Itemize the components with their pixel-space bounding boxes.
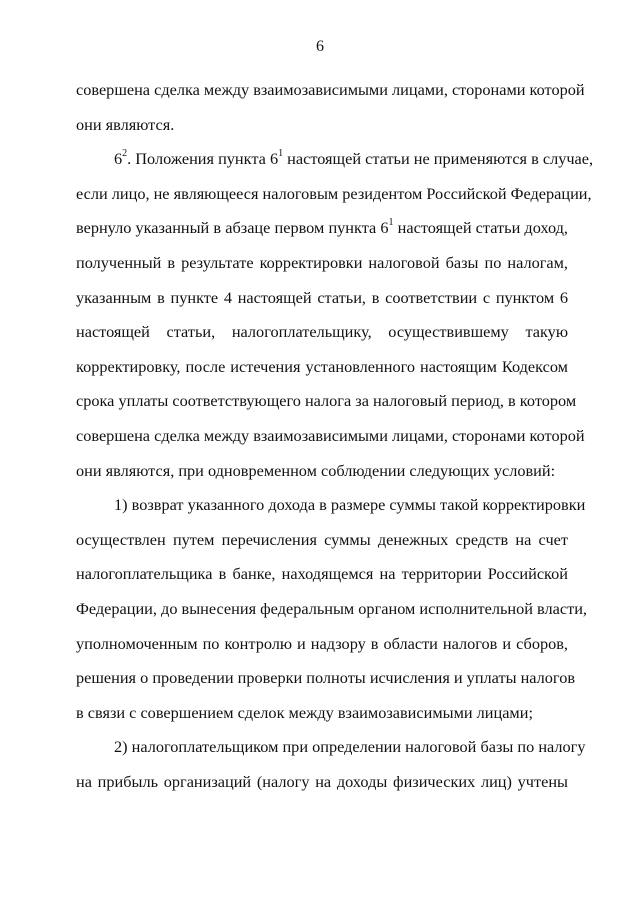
text-fragment: вернуло указанный в абзаце первом пункта 6 xyxy=(76,218,389,238)
paragraph-6-2 xyxy=(76,142,594,488)
list-item-2 xyxy=(76,730,586,799)
text-line: осуществлен путем перечисления суммы денежных средств на счет xyxy=(76,529,568,549)
document-body xyxy=(76,73,594,799)
superscript: 2 xyxy=(122,147,128,159)
text-line: полученный в результате корректировки налоговой базы по налогам, xyxy=(76,252,568,272)
text-line: они являются. xyxy=(76,114,175,134)
list-item-1 xyxy=(76,488,587,730)
text-line xyxy=(76,211,568,246)
text-line: если лицо, не являющееся налоговым резидентом Российской Федерации, xyxy=(76,183,592,203)
text-line: срока уплаты соответствующего налога за налоговый период, в котором xyxy=(76,391,577,411)
paragraph-continuation xyxy=(76,73,585,142)
text-line xyxy=(76,142,594,177)
text-line: корректировку, после истечения установленного настоящим Кодексом xyxy=(76,356,568,376)
text-line: совершена сделка между взаимозависимыми лицами, сторонами которой xyxy=(76,80,585,99)
page-number: 6 xyxy=(316,38,324,55)
text-line: решения о проведении проверки полноты исчисления и уплаты налогов xyxy=(76,668,576,688)
text-fragment: . Положения пункта 6 xyxy=(127,149,279,169)
text-line: Федерации, до вынесения федеральным органом исполнительной власти, xyxy=(76,598,587,618)
text-line: совершена сделка между взаимозависимыми лицами, сторонами которой xyxy=(76,425,585,445)
text-fragment: настоящей статьи не применяются в случае, xyxy=(283,149,594,169)
paragraph-number: 6 xyxy=(114,149,123,169)
text-line: налогоплательщика в банке, находящемся на территории Российской xyxy=(76,564,568,584)
text-line: указанным в пункте 4 настоящей статьи, в соответствии с пунктом 6 xyxy=(76,287,568,307)
text-line: настоящей статьи, налогоплательщику, осуществившему такую xyxy=(76,322,568,342)
text-line: в связи с совершением сделок между взаимозависимыми лицами; xyxy=(76,702,533,722)
text-fragment: настоящей статьи доход, xyxy=(393,218,568,238)
text-line: они являются, при одновременном соблюдении следующих условий: xyxy=(76,460,556,480)
superscript: 1 xyxy=(388,216,394,228)
text-line: уполномоченным по контролю и надзору в области налогов и сборов, xyxy=(76,633,568,653)
text-line: 2) налогоплательщиком при определении налоговой базы по налогу xyxy=(114,737,586,757)
text-line: 1) возврат указанного дохода в размере суммы такой корректировки xyxy=(114,495,586,515)
superscript: 1 xyxy=(278,147,284,159)
text-line: на прибыль организаций (налогу на доходы физических лиц) учтены xyxy=(76,771,568,791)
